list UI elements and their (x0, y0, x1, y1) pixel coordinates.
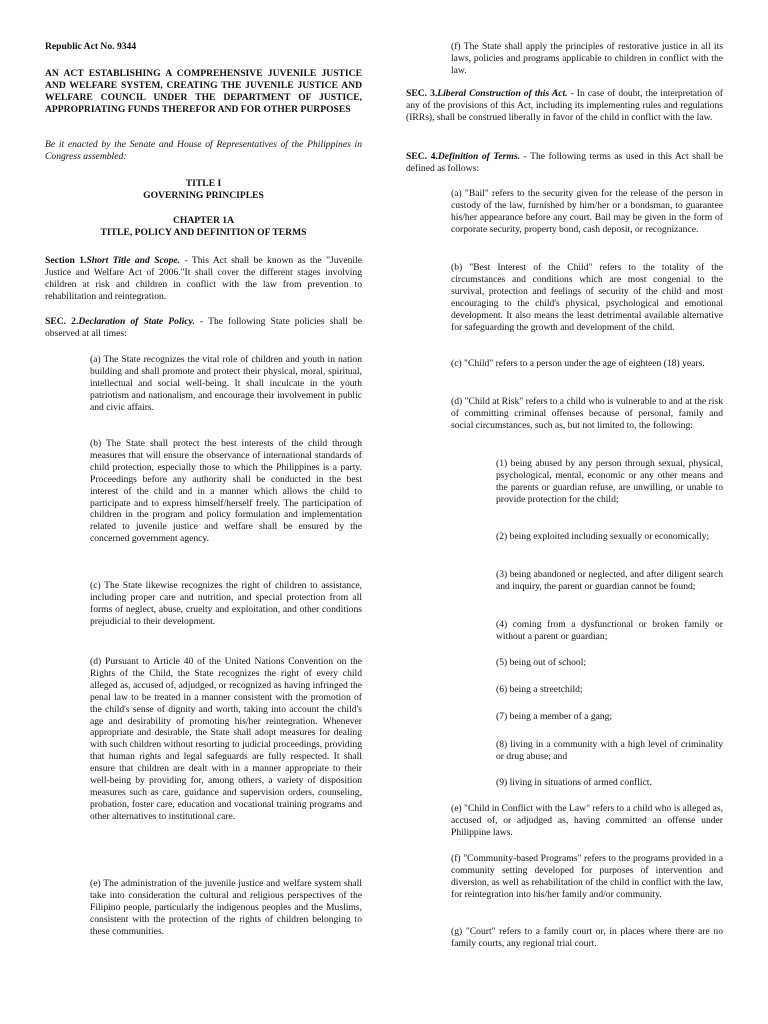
act-title: AN ACT ESTABLISHING A COMPREHENSIVE JUVENILE JUSTICE AND WELFARE SYSTEM, CREATING THE JUVENILE JUSTICE AND WELFARE COUNCIL UNDER THE DEPARTMENT OF JUSTICE, APPROPRIATING FUNDS THEREFOR AND FOR OTHER PURPOSES (45, 68, 362, 115)
section-4-heading: Definition of Terms. (437, 151, 520, 162)
definition-item: (c) "Child" refers to a person under the age of eighteen (18) years. (451, 358, 705, 369)
definition-item: (e) "Child in Conflict with the Law" refers to a child who is alleged as, accused of, or adjudged as, having committed an offense under Philippine laws. (451, 803, 723, 838)
section-2-body: - The following State policies shall be observed at all times: (45, 316, 363, 339)
section-3-heading: Liberal Construction of this Act. (437, 88, 568, 99)
section-3-number: SEC. 3. (406, 88, 438, 99)
risk-list-item: (7) being a member of a gang; (496, 711, 613, 722)
section-2-number: SEC. 2. (45, 316, 79, 327)
section-2 (45, 316, 362, 340)
section-2-heading: Declaration of State Policy. (78, 316, 195, 327)
definition-item: (a) "Bail" refers to the security given for the release of the person in custody of the law, furnished by him/her or a bondsman, to guarantee his/her appearance before any court. Bail may be given in the form of corporate security, property bond, cash deposit, or recognizance. (451, 188, 723, 235)
risk-list-item: (1) being abused by any person through sexual, physical, psychological, mental, economic or any other means and the parents or guardian refuse, are unwilling, or unable to provide protection for the child; (496, 458, 723, 505)
section-1-body: - This Act shall be known as the "Juvenile Justice and Welfare Act of 2006."It shall cover the different stages involving children at risk and children in conflict with the law from prevention to rehabilitation and reintegration. (45, 255, 362, 302)
policy-item: (d) Pursuant to Article 40 of the United Nations Convention on the Rights of the Child, the State recognizes the right of every child alleged as, accused of, adjudged, or recognized as having infringed the penal law to be treated in a manner consistent with the promotion of the child's sense of dignity and worth, taking into account the child's age and desirability of promoting his/her reintegration. Whenever appropriate and desirable, the State shall adopt measures for dealing with such children without resorting to judicial proceedings, providing that human rights and legal safeguards are fully respected. It shall ensure that children are dealt with in a manner appropriate to their well-being by providing for, among others, a variety of disposition measures such as care, guidance and supervision orders, counseling, probation, foster care, education and vocational training programs and other alternatives to institutional care. (90, 656, 362, 822)
definition-item: (b) "Best Interest of the Child" refers to the totality of the circumstances and conditions which are most congenial to the survival, protection and feelings of security of the child and most encouraging to the child's physical, psychological and emotional development. It also means the least detrimental available alternative for safeguarding the growth and development of the child. (451, 262, 723, 333)
policy-item: (f) The State shall apply the principles of restorative justice in all its laws, policies and programs applicable to children in conflict with the law. (451, 41, 723, 76)
policy-item: (e) The administration of the juvenile justice and welfare system shall take into consideration the cultural and religious perspectives of the Filipino people, particularly the indigenous peoples and the Muslims, consistent with the protection of the rights of children belonging to these communities. (90, 878, 362, 937)
risk-list-item: (4) coming from a dysfunctional or broken family or without a parent or guardian; (496, 619, 723, 642)
section-1-heading: Short Title and Scope. (86, 255, 181, 266)
section-1 (45, 255, 362, 303)
policy-item: (c) The State likewise recognizes the right of children to assistance, including proper care and nutrition, and special protection from all forms of neglect, abuse, cruelty and exploitation, and other conditions prejudicial to their development. (90, 580, 362, 627)
risk-list-item: (3) being abandoned or neglected, and after diligent search and inquiry, the parent or guardian cannot be found; (496, 569, 723, 592)
policy-item: (a) The State recognizes the vital role of children and youth in nation building and shall promote and protect their physical, moral, spiritual, intellectual and social well-being. It shall inculcate in the youth patriotism and nationalism, and encourage their involvement in public and civic affairs. (90, 354, 362, 413)
section-4-number: SEC. 4. (406, 151, 438, 162)
risk-list-item: (2) being exploited including sexually or economically; (496, 531, 710, 542)
risk-list-item: (6) being a streetchild; (496, 684, 583, 695)
section-4 (406, 151, 723, 175)
definition-item: (g) "Court" refers to a family court or, in places where there are no family courts, any regional trial court. (451, 926, 723, 949)
enacting-clause: Be it enacted by the Senate and House of Representatives of the Philippines in Congress assembled: (45, 139, 362, 162)
policy-item: (b) The State shall protect the best interests of the child through measures that will ensure the observance of international standards of child protection, especially those to which the Philippines is a party. Proceedings before any authority shall be conducted in the best interest of the child and in a manner which allows the child to participate and to express himself/herself freely. The participation of children in the program and policy formulation and implementation related to juvenile justice and welfare shall be ensured by the concerned government agency. (90, 438, 362, 545)
definition-item: (d) "Child at Risk" refers to a child who is vulnerable to and at the risk of committing criminal offenses because of personal, family and social circumstances, such as, but not limited to, the following: (451, 396, 723, 431)
risk-list-item: (5) being out of school; (496, 657, 587, 668)
chapter-label: CHAPTER 1A (172, 215, 235, 226)
risk-list-item: (8) living in a community with a high level of criminality or drug abuse; and (496, 739, 723, 762)
section-3-body: - In case of doubt, the interpretation of any of the provisions of this Act, including its implementing rules and regulations (IRRs), shall be construed liberally in favor of the child in conflict with the law. (406, 88, 723, 123)
chapter-name: TITLE, POLICY AND DEFINITION OF TERMS (100, 227, 307, 238)
risk-list-item: (9) living in situations of armed conflict. (496, 777, 652, 788)
section-3 (406, 88, 723, 124)
section-4-body: - The following terms as used in this Act shall be defined as follows: (406, 151, 723, 174)
title-label: TITLE I (185, 178, 222, 189)
section-1-number: Section 1. (45, 255, 87, 266)
definition-item: (f) "Community-based Programs" refers to the programs provided in a community setting developed for purposes of intervention and diversion, as well as rehabilitation of the child in conflict with the law, for reintegration into his/her family and/or community. (451, 853, 723, 900)
republic-act-number: Republic Act No. 9344 (45, 41, 137, 52)
title-name: GOVERNING PRINCIPLES (143, 190, 264, 201)
